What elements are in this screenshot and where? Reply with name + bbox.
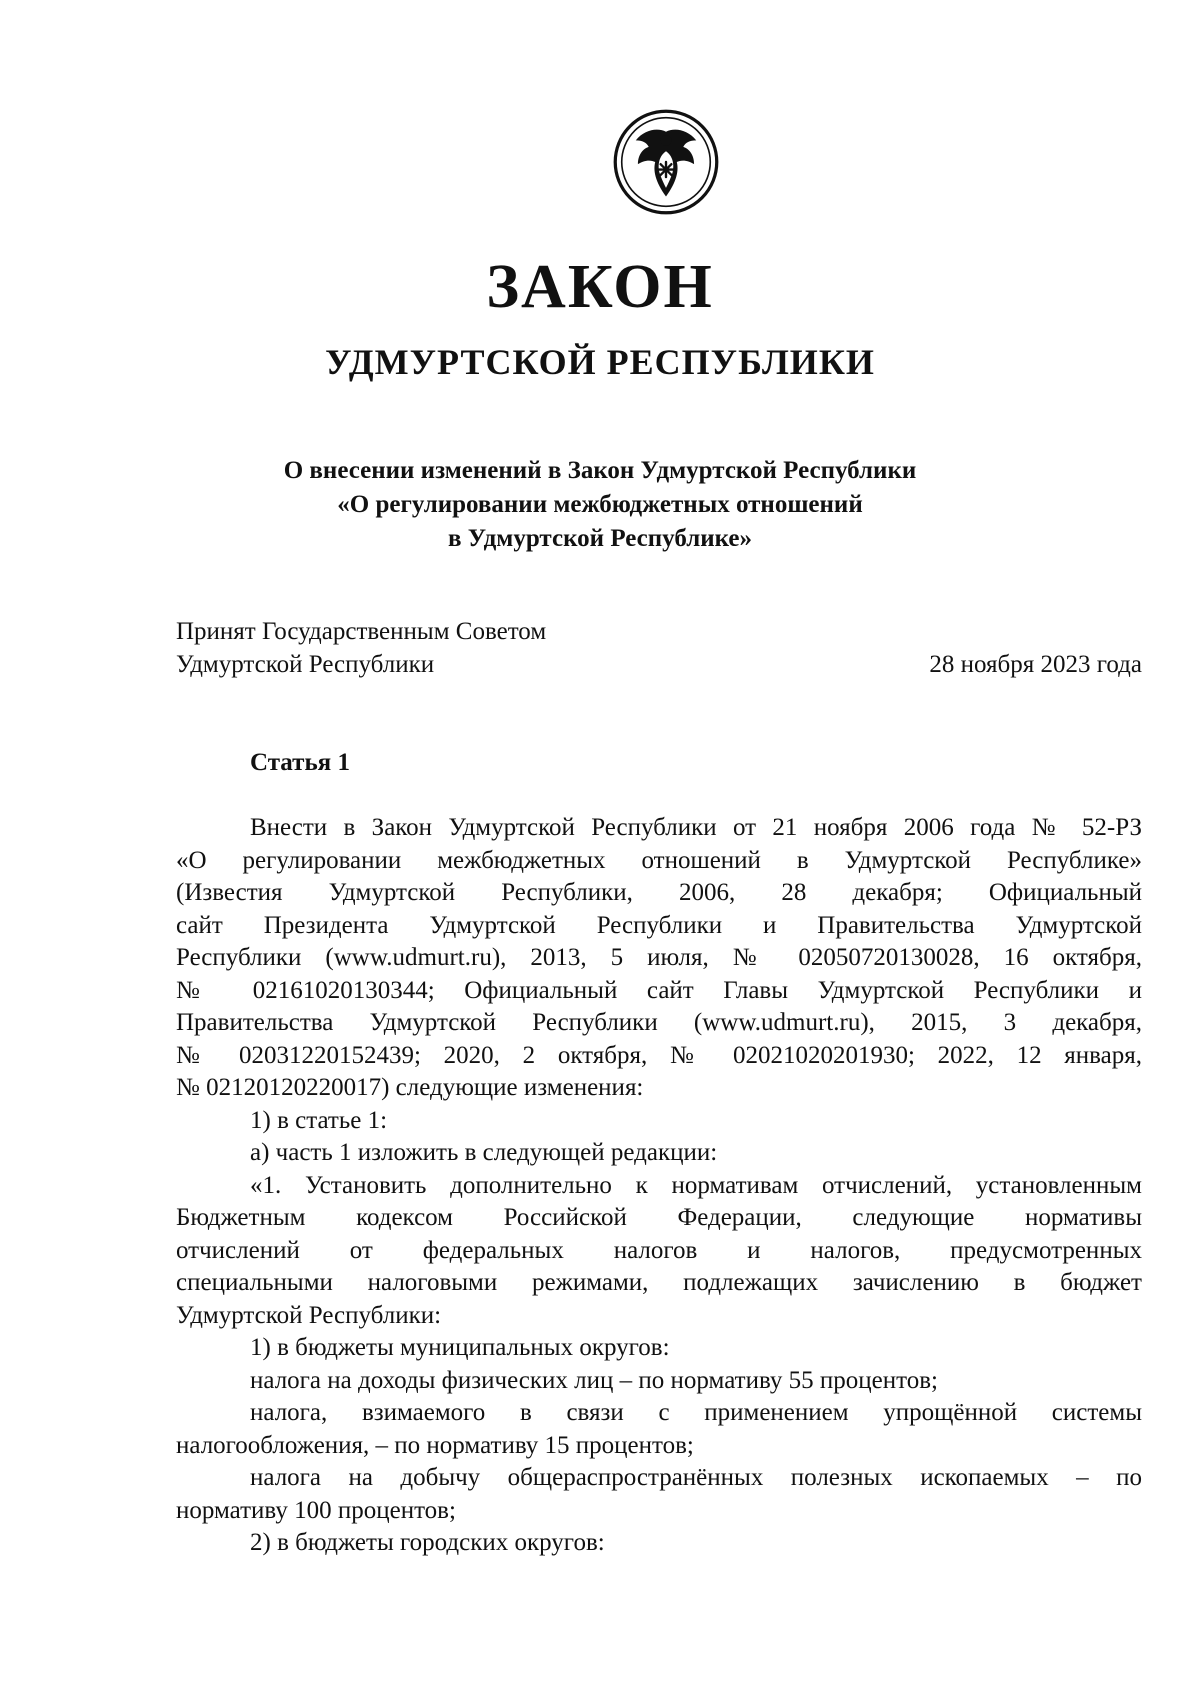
law-title-line: «О регулировании межбюджетных отношений — [337, 491, 863, 518]
adopted-by-line-2: Удмуртской Республики — [176, 651, 435, 678]
article-heading: Статья 1 — [250, 749, 350, 776]
body-line: а) часть 1 изложить в следующей редакции: — [250, 1139, 718, 1166]
body-line: «О регулировании межбюджетных отношений в Удмуртской Республике» — [176, 846, 1142, 874]
adoption-date: 28 ноября 2023 года — [929, 651, 1142, 678]
body-line: 1) в бюджеты муниципальных округов: — [250, 1334, 670, 1361]
body-line: налога на добычу общераспространённых полезных ископаемых – по — [250, 1464, 1142, 1491]
body-line: 2) в бюджеты городских округов: — [250, 1529, 605, 1556]
body-line: налогообложения, – по нормативу 15 процентов; — [176, 1431, 694, 1459]
law-title — [0, 454, 1200, 556]
body-line: Внести в Закон Удмуртской Республики от 21 ноября 2006 года № 52-РЗ — [250, 814, 1142, 841]
body-line: № 02031220152439; 2020, 2 октября, № 02021020201930; 2022, 12 января, — [176, 1041, 1142, 1069]
body-line: № 02161020130344; Официальный сайт Главы Удмуртской Республики и — [176, 976, 1142, 1004]
body-line: № 02120120220017) следующие изменения: — [176, 1074, 644, 1101]
body-line: Удмуртской Республики: — [176, 1301, 442, 1329]
document-title: ЗАКОН — [486, 253, 714, 321]
body-line: нормативу 100 процентов; — [176, 1496, 456, 1524]
body-line: «1. Установить дополнительно к нормативам отчислений, установленным — [250, 1171, 1142, 1199]
udmurtia-coat-of-arms-icon — [612, 108, 720, 216]
body-line: налога на доходы физических лиц – по нормативу 55 процентов; — [250, 1366, 938, 1394]
adopted-by-line-1: Принят Государственным Советом — [176, 618, 547, 645]
body-line: Правительства Удмуртской Республики (www.udmurt.ru), 2015, 3 декабря, — [176, 1009, 1142, 1036]
law-title-line: О внесении изменений в Закон Удмуртской Республики — [283, 457, 917, 484]
body-line: специальными налоговыми режимами, подлежащих зачислению в бюджет — [176, 1269, 1142, 1296]
document-subtitle: УДМУРТСКОЙ РЕСПУБЛИКИ — [325, 342, 875, 382]
body-line: Бюджетным кодексом Российской Федерации, следующие нормативы — [176, 1204, 1142, 1231]
body-line: (Известия Удмуртской Республики, 2006, 28 декабря; Официальный — [176, 879, 1142, 906]
body-line: отчислений от федеральных налогов и налогов, предусмотренных — [176, 1236, 1142, 1264]
body-line: Республики (www.udmurt.ru), 2013, 5 июля, № 02050720130028, 16 октября, — [176, 944, 1142, 971]
body-line: 1) в статье 1: — [250, 1106, 388, 1134]
article-body — [176, 812, 1142, 1560]
body-line: сайт Президента Удмуртской Республики и Правительства Удмуртской — [176, 911, 1142, 939]
law-title-line: в Удмуртской Республике» — [447, 525, 753, 552]
body-line: налога, взимаемого в связи с применением упрощённой системы — [250, 1399, 1142, 1426]
adoption-block — [176, 615, 1142, 681]
